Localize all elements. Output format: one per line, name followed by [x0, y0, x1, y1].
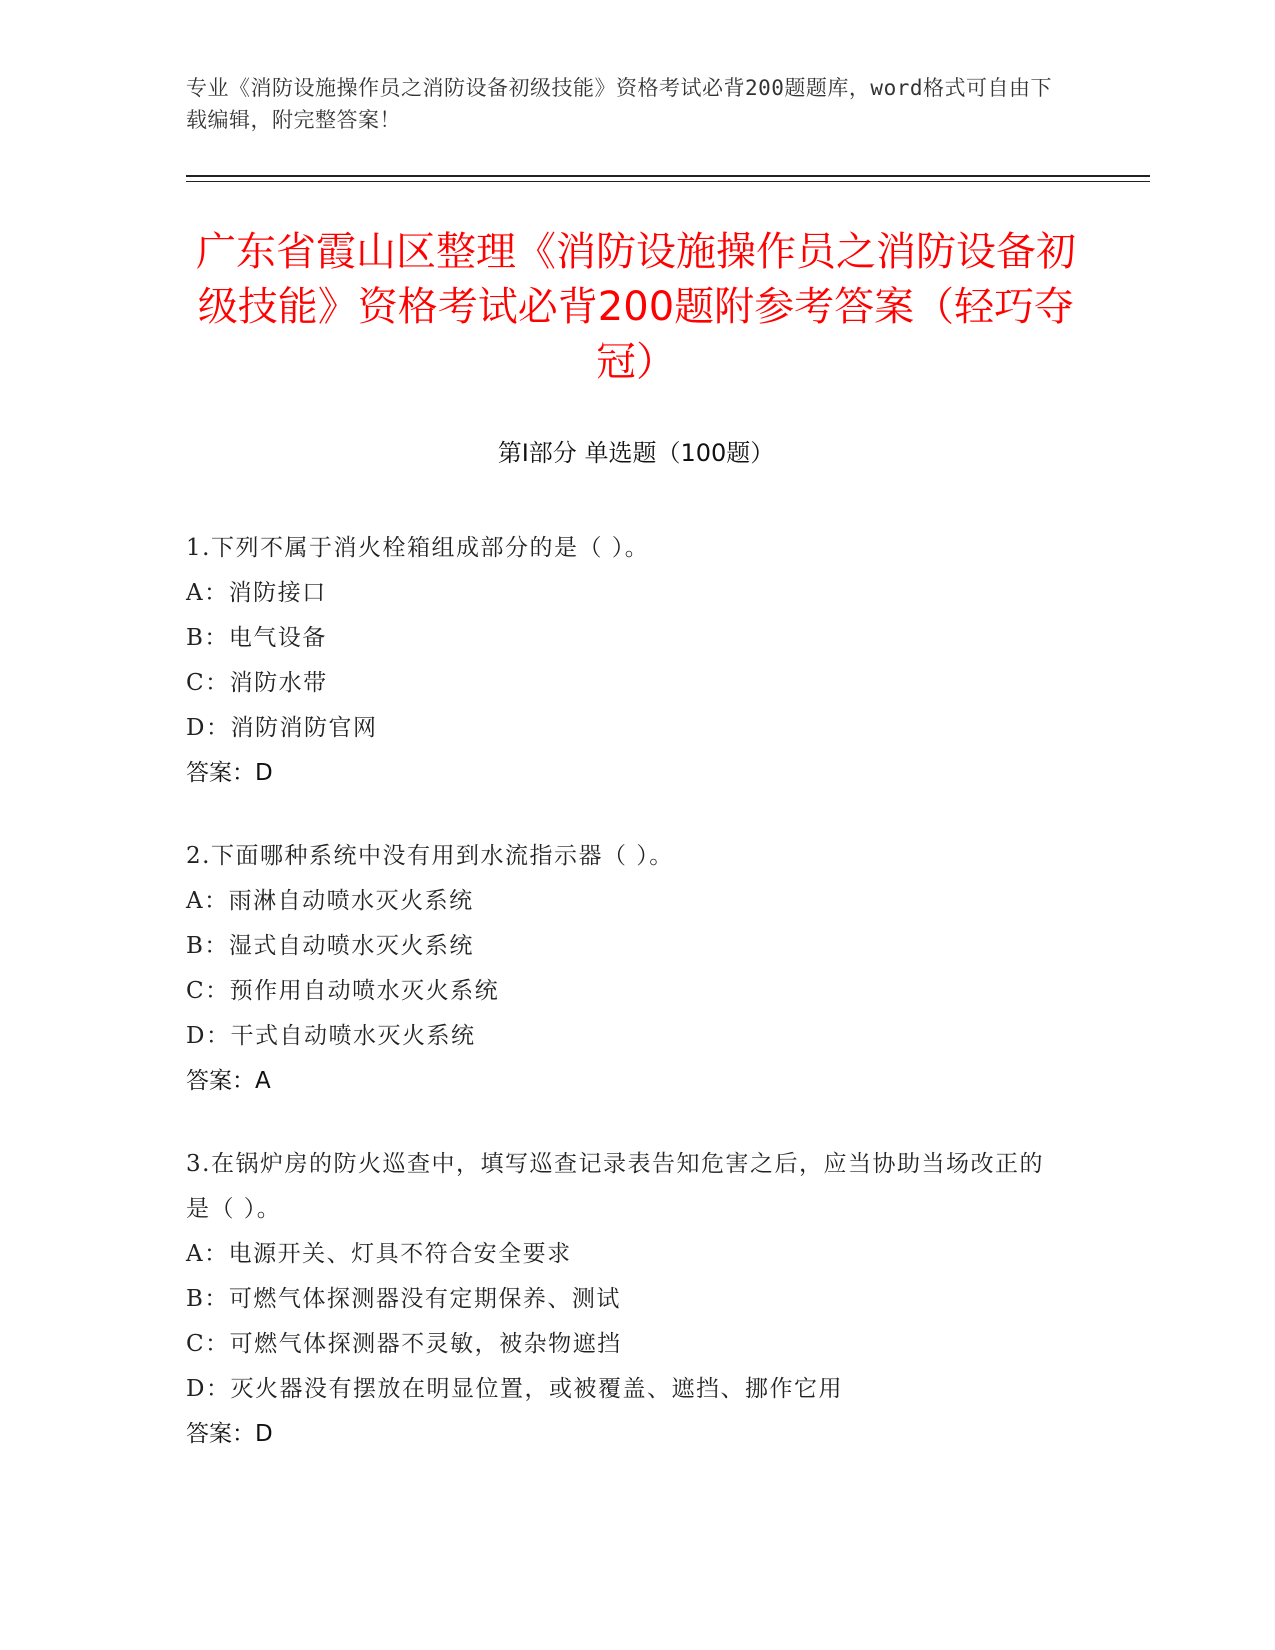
option-d: D：干式自动喷水灭火系统 — [186, 1023, 476, 1049]
question-list — [186, 526, 1066, 1495]
question-stem: 3.在锅炉房的防火巡查中，填写巡查记录表告知危害之后，应当协助当场改正的是（ ）。 — [186, 1151, 1044, 1222]
option-a: A：消防接口 — [186, 580, 327, 606]
option-c: C：可燃气体探测器不灵敏，被杂物遮挡 — [186, 1331, 622, 1357]
question-stem: 2.下面哪种系统中没有用到水流指示器（ ）。 — [186, 843, 674, 869]
question-2 — [186, 834, 1066, 1104]
question-3 — [186, 1142, 1066, 1457]
option-a: A：电源开关、灯具不符合安全要求 — [186, 1241, 572, 1267]
answer: 答案：D — [186, 760, 273, 786]
header-note: 专业《消防设施操作员之消防设备初级技能》资格考试必背200题题库，word格式可自由下载编辑，附完整答案！ — [186, 76, 1052, 132]
option-d: D：灭火器没有摆放在明显位置，或被覆盖、遮挡、挪作它用 — [186, 1376, 843, 1402]
option-b: B：湿式自动喷水灭火系统 — [186, 933, 474, 959]
section-heading: 第Ⅰ部分 单选题（100题） — [497, 439, 775, 467]
answer: 答案：A — [186, 1068, 271, 1094]
header-divider-thick — [186, 175, 1150, 177]
option-b: B：可燃气体探测器没有定期保养、测试 — [186, 1286, 621, 1312]
question-stem: 1.下列不属于消火栓箱组成部分的是（ ）。 — [186, 535, 650, 561]
document-title: 广东省霞山区整理《消防设施操作员之消防设备初级技能》资格考试必背200题附参考答案（轻巧夺冠） — [196, 229, 1076, 385]
header-divider-thin — [186, 181, 1150, 182]
option-c: C：预作用自动喷水灭火系统 — [186, 978, 500, 1004]
question-1 — [186, 526, 1066, 796]
option-c: C：消防水带 — [186, 670, 328, 696]
option-d: D：消防消防官网 — [186, 715, 378, 741]
option-b: B：电气设备 — [186, 625, 327, 651]
answer: 答案：D — [186, 1421, 273, 1447]
option-a: A：雨淋自动喷水灭火系统 — [186, 888, 474, 914]
